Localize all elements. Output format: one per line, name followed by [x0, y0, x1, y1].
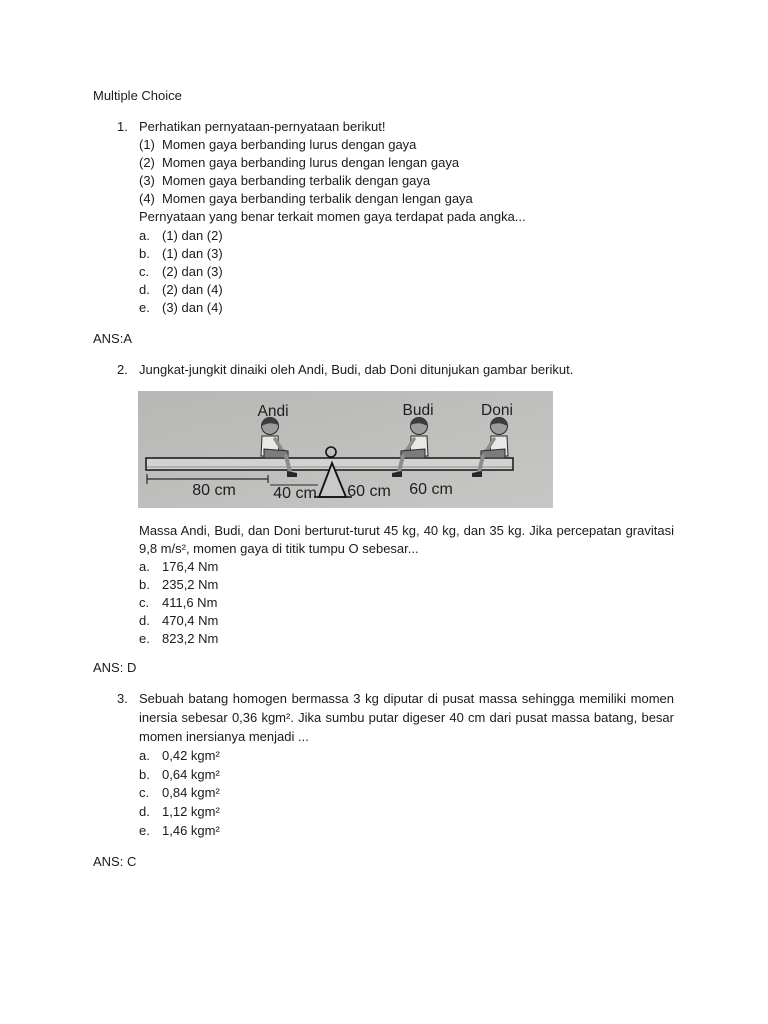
- question-body: [139, 522, 675, 648]
- distance-label: 60 cm: [347, 483, 391, 500]
- question-1: [0, 118, 768, 318]
- statement-label: (3): [139, 173, 155, 189]
- answer-key: ANS: C: [93, 854, 137, 869]
- statement-text: Momen gaya berbanding terbalik dengan gaya: [162, 173, 431, 189]
- answer-option: [139, 245, 675, 263]
- option-text: (1) dan (2): [162, 227, 223, 243]
- statement-text: Momen gaya berbanding lurus dengan gaya: [162, 137, 417, 153]
- option-letter: a.: [139, 559, 150, 574]
- answer-option: [139, 281, 675, 299]
- option-letter: b.: [139, 245, 150, 261]
- statement-text: Momen gaya berbanding lurus dengan lengan gaya: [162, 155, 460, 171]
- option-letter: d.: [139, 281, 150, 297]
- option-text: 0,84 kgm²: [162, 785, 220, 801]
- option-text: 235,2 Nm: [162, 577, 219, 592]
- statement-label: (4): [139, 191, 155, 207]
- question-2-body: [0, 522, 768, 652]
- question-body: [139, 361, 675, 379]
- option-letter: b.: [139, 766, 150, 782]
- question-body: [139, 690, 675, 841]
- option-letter: d.: [139, 613, 150, 628]
- option-text: 411,6 Nm: [162, 595, 218, 610]
- statement-item: [139, 172, 675, 190]
- question-stem: Perhatikan pernyataan-pernyataan berikut!: [139, 119, 386, 134]
- seesaw-figure: [138, 391, 553, 508]
- answer-option: [139, 822, 675, 841]
- answer-option: [139, 594, 675, 612]
- question-stem: Jungkat-jungkit dinaiki oleh Andi, Budi, dab Doni ditunjukan gambar berikut.: [139, 362, 574, 377]
- option-text: 823,2 Nm: [162, 631, 219, 646]
- question-prompt: Pernyataan yang benar terkait momen gaya terdapat pada angka...: [139, 209, 526, 225]
- option-text: 1,46 kgm²: [162, 823, 220, 839]
- question-number: 2.: [117, 362, 128, 377]
- option-text: 176,4 Nm: [162, 559, 219, 574]
- answer-option: [139, 630, 675, 648]
- option-text: (2) dan (4): [162, 281, 223, 297]
- option-text: (2) dan (3): [162, 263, 223, 279]
- statement-label: (2): [139, 155, 155, 171]
- statement-item: [139, 190, 675, 208]
- question-text-line: Sebuah batang homogen bermassa 3 kg diputar di pusat massa sehingga memiliki momen: [139, 691, 674, 706]
- question-text-line: 9,8 m/s², momen gaya di titik tumpu O sebesar...: [139, 541, 419, 556]
- seesaw-illustration: [138, 391, 553, 508]
- answer-option: [139, 227, 675, 245]
- distance-label: 60 cm: [409, 481, 453, 498]
- statement-item: [139, 154, 675, 172]
- option-text: 0,42 kgm²: [162, 747, 220, 763]
- option-letter: b.: [139, 577, 150, 592]
- answer-option: [139, 558, 675, 576]
- label-budi: Budi: [402, 402, 434, 419]
- option-letter: e.: [139, 823, 150, 839]
- option-letter: c.: [139, 785, 150, 801]
- question-text-line: inersia sebesar 0,36 kgm². Jika sumbu putar digeser 40 cm dari pusat massa batang, besar: [139, 709, 674, 725]
- statement-label: (1): [139, 137, 155, 153]
- label-andi: Andi: [257, 403, 289, 420]
- option-letter: d.: [139, 804, 150, 820]
- option-letter: a.: [139, 227, 150, 243]
- answer-option: [139, 803, 675, 822]
- option-letter: e.: [139, 631, 150, 646]
- answer-key: ANS:A: [93, 331, 133, 346]
- question-text-line: Massa Andi, Budi, dan Doni berturut-turut 45 kg, 40 kg, dan 35 kg. Jika percepatan gravitasi: [139, 523, 674, 538]
- answer-option: [139, 612, 675, 630]
- answer-option: [139, 747, 675, 766]
- answer-option: [139, 784, 675, 803]
- label-doni: Doni: [481, 402, 513, 419]
- statement-item: [139, 136, 675, 154]
- answer-option: [139, 766, 675, 785]
- question-3: [0, 690, 768, 842]
- answer-option: [139, 263, 675, 281]
- question-text-line: momen inersianya menjadi ...: [139, 728, 309, 744]
- distance-label: 80 cm: [192, 482, 236, 499]
- option-text: (1) dan (3): [162, 245, 223, 261]
- option-letter: c.: [139, 595, 150, 610]
- option-text: 1,12 kgm²: [162, 804, 220, 820]
- distance-label: 40 cm: [273, 485, 317, 502]
- answer-option: [139, 576, 675, 594]
- answer-key: ANS: D: [93, 660, 137, 675]
- statement-text: Momen gaya berbanding terbalik dengan lengan gaya: [162, 191, 473, 207]
- option-letter: e.: [139, 299, 150, 315]
- question-2-header: [0, 361, 768, 379]
- question-number: 3.: [117, 691, 128, 706]
- option-letter: a.: [139, 747, 150, 763]
- option-text: 0,64 kgm²: [162, 766, 220, 782]
- option-text: (3) dan (4): [162, 299, 223, 315]
- option-text: 470,4 Nm: [162, 613, 219, 628]
- answer-option: [139, 299, 675, 317]
- option-letter: c.: [139, 263, 150, 279]
- question-body: [139, 118, 675, 317]
- question-number: 1.: [117, 119, 128, 134]
- section-title: Multiple Choice: [93, 88, 182, 103]
